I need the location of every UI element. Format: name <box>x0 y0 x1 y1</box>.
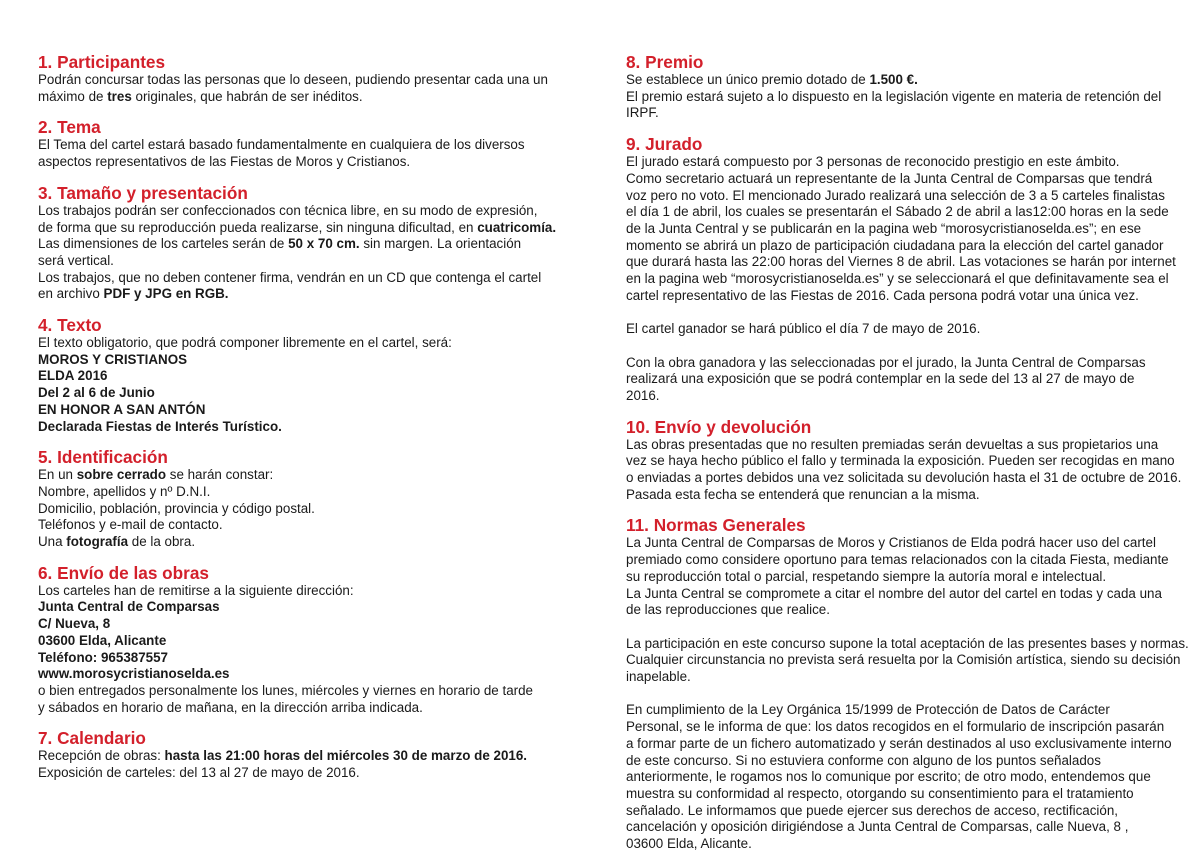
section-tema <box>38 117 578 170</box>
text-line: EN HONOR A SAN ANTÓN <box>38 401 206 417</box>
text-line: el día 1 de abril, los cuales se presentarán el Sábado 2 de abril a las12:00 horas en la sede <box>626 204 1169 220</box>
text-line: Domicilio, población, provincia y código postal. <box>38 500 315 516</box>
paragraph-gap <box>626 619 1176 636</box>
paragraph-gap <box>626 338 1176 355</box>
text-line: cancelación y oposición dirigiéndose a Junta Central de Comparsas, calle Nueva, 8 , <box>626 819 1129 835</box>
section-identificacion <box>38 447 578 551</box>
text-line: o bien entregados personalmente los lunes, miércoles y viernes en horario de tarde <box>38 682 533 698</box>
paragraph-gap <box>626 686 1176 703</box>
section-title: 3. Tamaño y presentación <box>38 182 248 203</box>
text-line: Junta Central de Comparsas <box>38 599 220 615</box>
text-line: o enviadas a portes debidos una vez solicitada su devolución hasta el 31 de octubre de 2016. <box>626 470 1182 486</box>
text-line: Teléfono: 965387557 <box>38 649 169 665</box>
text-line: MOROS Y CRISTIANOS <box>38 351 188 367</box>
text-line: de las reproducciones que realice. <box>626 602 830 618</box>
text-line: premiado como considere oportuno para temas relacionados con la citada Fiesta, mediante <box>626 552 1169 568</box>
section-tamano <box>38 183 578 303</box>
section-envio-devolucion <box>626 416 1182 504</box>
section-title: 11. Normas Generales <box>626 515 806 536</box>
text-line: La participación en este concurso supone la total aceptación de las presentes bases y normas. <box>626 635 1189 651</box>
text-line: Podrán concursar todas las personas que lo deseen, pudiendo presentar cada una un <box>38 72 548 87</box>
section-title: 8. Premio <box>626 52 704 72</box>
left-column <box>38 52 578 794</box>
text-line: Pasada esta fecha se entenderá que renuncian a la misma. <box>626 486 980 502</box>
text-line: Cualquier circunstancia no prevista será resuelta por la Comisión artística, siendo su decisión <box>626 652 1181 668</box>
text-line: inapelable. <box>626 669 691 685</box>
text-line: Recepción de obras: hasta las 21:00 horas del miércoles 30 de marzo de 2016. <box>38 748 528 764</box>
section-normas-generales <box>626 515 1189 852</box>
text-line: 03600 Elda, Alicante. <box>626 836 752 852</box>
text-line: Personal, se le informa de que: los datos recogidos en el formulario de inscripción pasarán <box>626 719 1165 735</box>
right-column <box>626 52 1189 865</box>
text-line: será vertical. <box>38 252 114 268</box>
text-line: su reproducción total o parcial, respetando siempre la autoría moral e intelectual. <box>626 568 1107 584</box>
text-line: 03600 Elda, Alicante <box>38 632 167 648</box>
section-title: 6. Envío de las obras <box>38 562 209 583</box>
text-line: a formar parte de un fichero automatizado y serán destinados al uso exclusivamente interno <box>626 735 1172 751</box>
text-line: ELDA 2016 <box>38 368 108 384</box>
text-line: en archivo PDF y JPG en RGB. <box>38 286 229 302</box>
text-line: Los trabajos, que no deben contener firma, vendrán en un CD que contenga el cartel <box>38 269 542 285</box>
text-line: Del 2 al 6 de Junio <box>38 385 155 401</box>
text-line: cartel representativo de las Fiestas de 2016. Cada persona podrá votar una única vez. <box>626 287 1139 303</box>
text-line: En un sobre cerrado se harán constar: <box>38 467 274 483</box>
section-participantes <box>38 52 578 105</box>
text-line: La Junta Central de Comparsas de Moros y Cristianos de Elda podrá hacer uso del cartel <box>626 535 1156 551</box>
text-line: anteriormente, le rogamos nos lo comunique por escrito; de otro modo, entendemos que <box>626 769 1151 785</box>
text-line: momento se abrirá un plazo de participación ciudadana para la elección del cartel ganador <box>626 237 1164 253</box>
text-line: de este concurso. Si no estuviera conforme con alguno de los puntos señalados <box>626 752 1101 768</box>
text-line: realizará una exposición que se podrá contemplar en la sede del 13 al 27 de mayo de <box>626 371 1135 387</box>
text-line: de forma que su reproducción pueda realizarse, sin ninguna dificultad, en cuatricomía. <box>38 219 557 235</box>
text-line: El jurado estará compuesto por 3 personas de reconocido prestigio en este ámbito. <box>626 154 1120 170</box>
text-line: Se establece un único premio dotado de 1.500 €. <box>626 72 918 87</box>
text-line: 2016. <box>626 387 660 403</box>
text-line: La Junta Central se compromete a citar el nombre del autor del cartel en todas y cada una <box>626 585 1162 601</box>
text-line: El premio estará sujeto a lo dispuesto en la legislación vigente en materia de retención del <box>626 88 1162 104</box>
text-line: Los carteles han de remitirse a la siguiente dirección: <box>38 582 354 598</box>
text-line: Una fotografía de la obra. <box>38 534 196 550</box>
section-calendario <box>38 728 578 781</box>
text-line: muestra su conformidad al respecto, otorgando su consentimiento para el tratamiento <box>626 785 1134 801</box>
text-line: vez se haya hecho público el fallo y terminada la exposición. Pueden ser recogidas en mano <box>626 453 1175 469</box>
text-line: señalado. Le informamos que puede ejercer sus derechos de acceso, rectificación, <box>626 802 1119 818</box>
text-line: El texto obligatorio, que podrá componer libremente en el cartel, será: <box>38 335 452 351</box>
text-line: que durará hasta las 22:00 horas del Viernes 8 de abril. Las votaciones se harán por internet <box>626 254 1176 270</box>
text-line: El cartel ganador se hará público el día 7 de mayo de 2016. <box>626 321 981 337</box>
section-title: 4. Texto <box>38 315 102 336</box>
text-line: Las obras presentadas que no resulten premiadas serán devueltas a sus propietarios una <box>626 436 1159 452</box>
text-line: de la Junta Central y se publicarán en la pagina web “morosycristianoselda.es”; en ese <box>626 220 1142 236</box>
section-envio-obras <box>38 563 578 717</box>
section-premio <box>626 52 1176 122</box>
section-jurado <box>626 134 1176 405</box>
text-line: y sábados en horario de mañana, en la dirección arriba indicada. <box>38 699 423 715</box>
website-link[interactable]: www.morosycristianoselda.es <box>38 666 230 682</box>
text-line: Teléfonos y e-mail de contacto. <box>38 517 223 533</box>
section-title: 9. Jurado <box>626 134 703 155</box>
section-title: 7. Calendario <box>38 728 146 749</box>
text-line: IRPF. <box>626 105 659 121</box>
text-line: Como secretario actuará un representante de la Junta Central de Comparsas que tendrá <box>626 170 1153 186</box>
text-line: Exposición de carteles: del 13 al 27 de mayo de 2016. <box>38 765 360 781</box>
text-line: C/ Nueva, 8 <box>38 616 111 632</box>
section-title: 5. Identificación <box>38 447 168 468</box>
text-line: Las dimensiones de los carteles serán de 50 x 70 cm. sin margen. La orientación <box>38 236 522 252</box>
text-line: voz pero no voto. El mencionado Jurado realizará una selección de 3 a 5 carteles finalistas <box>626 187 1165 203</box>
text-line: Declarada Fiestas de Interés Turístico. <box>38 418 282 434</box>
text-line: en la pagina web “morosycristianoselda.es” y se seleccionará el que definitavamente sea el <box>626 271 1169 287</box>
text-line: Con la obra ganadora y las seleccionadas por el jurado, la Junta Central de Comparsas <box>626 354 1146 370</box>
text-line: En cumplimiento de la Ley Orgánica 15/1999 de Protección de Datos de Carácter <box>626 702 1110 718</box>
section-title: 10. Envío y devolución <box>626 416 812 437</box>
section-title: 1. Participantes <box>38 52 166 72</box>
text-line: aspectos representativos de las Fiestas de Moros y Cristianos. <box>38 154 411 170</box>
section-title: 2. Tema <box>38 117 101 138</box>
paragraph-gap <box>626 304 1176 321</box>
text-line: El Tema del cartel estará basado fundamentalmente en cualquiera de los diversos <box>38 137 525 153</box>
text-line: Nombre, apellidos y nº D.N.I. <box>38 483 211 499</box>
text-line: Los trabajos podrán ser confeccionados con técnica libre, en su modo de expresión, <box>38 202 538 218</box>
text-line: máximo de tres originales, que habrán de ser inéditos. <box>38 88 363 104</box>
section-texto <box>38 315 578 435</box>
